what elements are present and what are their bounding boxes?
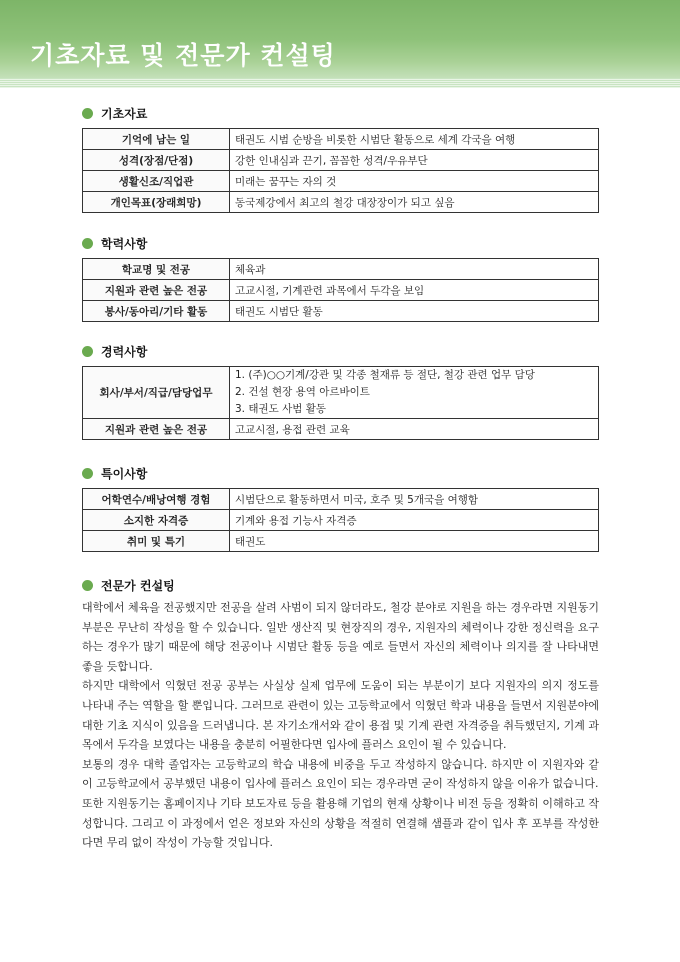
career-heading bbox=[82, 342, 599, 360]
consulting-paragraph: 보통의 경우 대학 졸업자는 고등학교의 학습 내용에 비중을 두고 작성하지 않습니다. 하지만 이 지원자와 같이 고등학교에서 공부했던 내용이 입사에 플러스 요인이 되는 경우라면 굳이 작성하지 않을 이유가 없습니다. bbox=[82, 757, 599, 791]
table-row bbox=[83, 301, 599, 322]
consulting-section bbox=[82, 576, 599, 853]
career-heading-text: 경력사항 bbox=[101, 344, 148, 359]
table-row bbox=[83, 192, 599, 213]
consulting-paragraph: 하지만 대학에서 익혔던 전공 공부는 사실상 실제 업무에 도움이 되는 부분이기 보다 지원자의 의지 정도를 나타내 주는 역할을 할 뿐입니다. 그러므로 관련이 있는 고등학교에서 익혔던 학과 내용을 들면서 지원분야에 대한 기초 지식이 있음을 드러냅니다. 본 자기소개서와 같이 용접 및 기계 관련 자격증을 취득했던지, 기계 과목에서 두각을 보였다는 내용을 충분히 어필한다면 입사에 플러스 요인이 될 수 있습니다. bbox=[82, 679, 599, 752]
row-value: 태권도 시범단 활동 bbox=[230, 301, 599, 322]
row-label: 지원과 관련 높은 전공 bbox=[83, 419, 230, 440]
table-row bbox=[83, 510, 599, 531]
education-table bbox=[82, 258, 599, 322]
consulting-paragraph: 대학에서 체육을 전공했지만 전공을 살려 사범이 되지 않더라도, 철강 분야로 지원을 하는 경우라면 지원동기 부분은 무난히 작성을 할 수 있습니다. 일반 생산직 및 현장직의 경우, 지원자의 체력이나 강한 정신력을 요구하는 경우가 많기 때문에 해당 전공이나 시범단 활동 등을 예로 들면서 자신의 체력이나 의지를 잘 나타내면 좋을 듯합니다. bbox=[82, 601, 599, 673]
table-row bbox=[83, 367, 599, 419]
consulting-body bbox=[82, 598, 599, 853]
page-header bbox=[0, 0, 680, 88]
career-line: 1. (주)○○기계/강관 및 각종 철재류 등 절단, 철강 관련 업무 담당 bbox=[235, 369, 535, 381]
bullet-icon bbox=[82, 580, 93, 591]
row-value: 동국제강에서 최고의 철강 대장장이가 되고 싶음 bbox=[230, 192, 599, 213]
row-value: 시범단으로 활동하면서 미국, 호주 및 5개국을 여행함 bbox=[230, 489, 599, 510]
row-value: 미래는 꿈꾸는 자의 것 bbox=[230, 171, 599, 192]
special-heading-text: 특이사항 bbox=[101, 466, 148, 481]
row-label: 취미 및 특기 bbox=[83, 531, 230, 552]
row-label: 봉사/동아리/기타 활동 bbox=[83, 301, 230, 322]
row-label: 소지한 자격증 bbox=[83, 510, 230, 531]
row-value: 체육과 bbox=[230, 259, 599, 280]
bullet-icon bbox=[82, 468, 93, 479]
special-table bbox=[82, 488, 599, 552]
basic-section bbox=[82, 104, 599, 213]
table-row bbox=[83, 531, 599, 552]
bullet-icon bbox=[82, 238, 93, 249]
row-value bbox=[230, 367, 599, 419]
consulting-heading-text: 전문가 컨설팅 bbox=[101, 578, 175, 593]
career-line: 3. 태권도 사범 활동 bbox=[235, 403, 327, 415]
row-value: 기계와 용접 기능사 자격증 bbox=[230, 510, 599, 531]
page-title: 기초자료 및 전문가 컨설팅 bbox=[30, 41, 336, 70]
row-value: 고교시절, 기계관련 과목에서 두각을 보임 bbox=[230, 280, 599, 301]
basic-heading bbox=[82, 104, 599, 122]
bullet-icon bbox=[82, 108, 93, 119]
career-table bbox=[82, 366, 599, 440]
special-section bbox=[82, 464, 599, 552]
basic-heading-text: 기초자료 bbox=[101, 106, 148, 121]
education-heading bbox=[82, 234, 599, 252]
row-label: 지원과 관련 높은 전공 bbox=[83, 280, 230, 301]
row-value: 태권도 시범 순방을 비롯한 시범단 활동으로 세계 각국을 여행 bbox=[230, 129, 599, 150]
row-label: 개인목표(장래희망) bbox=[83, 192, 230, 213]
career-line: 2. 건설 현장 용역 아르바이트 bbox=[235, 386, 370, 398]
consulting-heading bbox=[82, 576, 599, 594]
row-label: 학교명 및 전공 bbox=[83, 259, 230, 280]
bullet-icon bbox=[82, 346, 93, 357]
special-heading bbox=[82, 464, 599, 482]
education-section bbox=[82, 234, 599, 322]
row-value: 태권도 bbox=[230, 531, 599, 552]
basic-table bbox=[82, 128, 599, 213]
row-label: 기억에 남는 일 bbox=[83, 129, 230, 150]
row-value: 강한 인내심과 끈기, 꼼꼼한 성격/우유부단 bbox=[230, 150, 599, 171]
table-row bbox=[83, 259, 599, 280]
row-value: 고교시절, 용접 관련 교육 bbox=[230, 419, 599, 440]
career-section bbox=[82, 342, 599, 440]
consulting-paragraph: 또한 지원동기는 홈페이지나 기타 보도자료 등을 활용해 기업의 현재 상황이나 비전 등을 정확히 이해하고 작성합니다. 그리고 이 과정에서 얻은 정보와 자신의 상황을 적절히 연결해 샘플과 같이 입사 후 포부를 작성한다면 무리 없이 작성이 가능할 것입니다. bbox=[82, 796, 599, 850]
education-heading-text: 학력사항 bbox=[101, 236, 148, 251]
table-row bbox=[83, 150, 599, 171]
table-row bbox=[83, 171, 599, 192]
table-row bbox=[83, 280, 599, 301]
row-label: 회사/부서/직급/담당업무 bbox=[83, 367, 230, 419]
table-row bbox=[83, 489, 599, 510]
row-label: 성격(장점/단점) bbox=[83, 150, 230, 171]
row-label: 어학연수/배낭여행 경험 bbox=[83, 489, 230, 510]
table-row bbox=[83, 419, 599, 440]
row-label: 생활신조/직업관 bbox=[83, 171, 230, 192]
table-row bbox=[83, 129, 599, 150]
